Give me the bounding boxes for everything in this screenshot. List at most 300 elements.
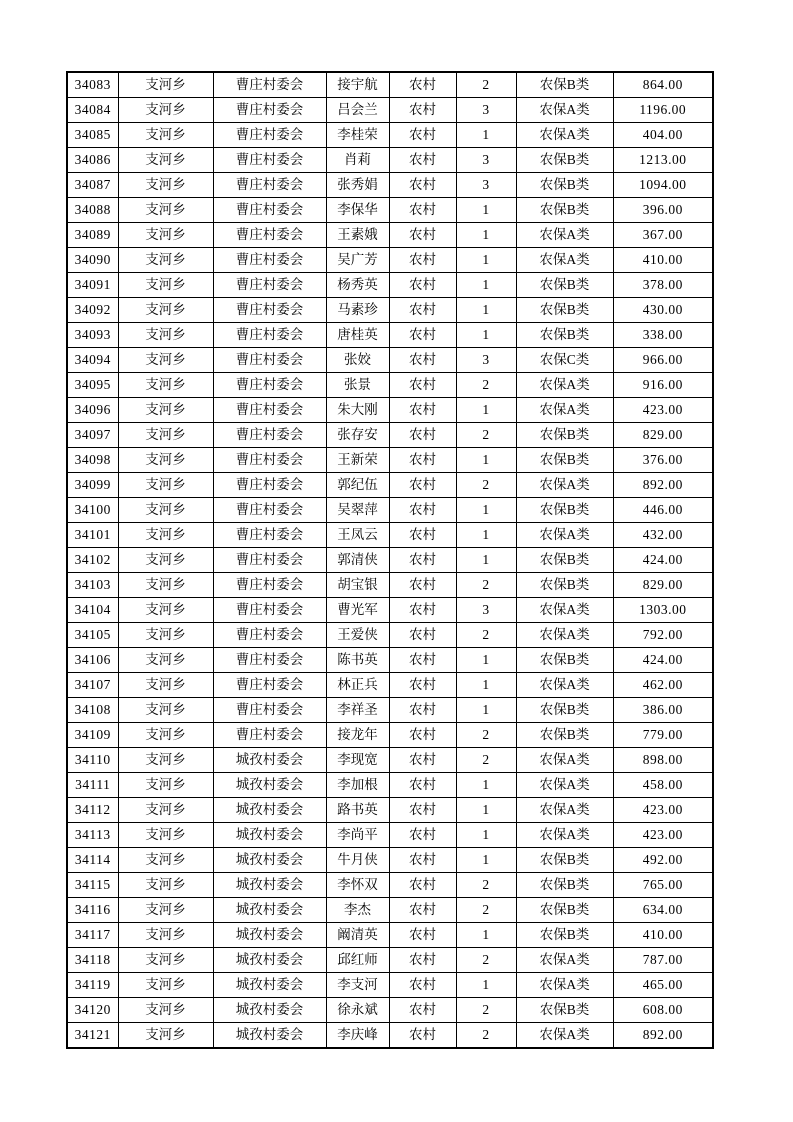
cell-amount: 386.00: [613, 698, 713, 723]
cell-person-count: 1: [456, 973, 516, 998]
cell-amount: 432.00: [613, 523, 713, 548]
cell-person-count: 2: [456, 423, 516, 448]
table-row: [67, 598, 713, 623]
cell-residence-type: 农村: [389, 123, 456, 148]
cell-township: 支河乡: [118, 323, 213, 348]
cell-residence-type: 农村: [389, 848, 456, 873]
cell-person-name: 路书英: [326, 798, 389, 823]
cell-residence-type: 农村: [389, 423, 456, 448]
cell-village-committee: 曹庄村委会: [213, 573, 326, 598]
cell-township: 支河乡: [118, 898, 213, 923]
cell-village-committee: 曹庄村委会: [213, 98, 326, 123]
table-row: [67, 348, 713, 373]
cell-residence-type: 农村: [389, 248, 456, 273]
cell-insurance-category: 农保B类: [516, 323, 613, 348]
cell-insurance-category: 农保B类: [516, 448, 613, 473]
cell-insurance-category: 农保B类: [516, 573, 613, 598]
cell-insurance-category: 农保A类: [516, 673, 613, 698]
cell-insurance-category: 农保B类: [516, 898, 613, 923]
cell-person-count: 2: [456, 1023, 516, 1049]
cell-village-committee: 城孜村委会: [213, 848, 326, 873]
cell-person-count: 2: [456, 898, 516, 923]
cell-person-count: 1: [456, 548, 516, 573]
cell-village-committee: 城孜村委会: [213, 898, 326, 923]
cell-amount: 423.00: [613, 398, 713, 423]
table-row: [67, 748, 713, 773]
cell-residence-type: 农村: [389, 72, 456, 98]
cell-residence-type: 农村: [389, 748, 456, 773]
cell-amount: 829.00: [613, 573, 713, 598]
cell-village-committee: 城孜村委会: [213, 948, 326, 973]
cell-person-count: 1: [456, 498, 516, 523]
table-row: [67, 773, 713, 798]
cell-township: 支河乡: [118, 148, 213, 173]
cell-person-name: 张秀娟: [326, 173, 389, 198]
table-row: [67, 323, 713, 348]
cell-person-count: 1: [456, 773, 516, 798]
cell-village-committee: 曹庄村委会: [213, 723, 326, 748]
cell-residence-type: 农村: [389, 598, 456, 623]
cell-serial-number: 34090: [67, 248, 118, 273]
cell-insurance-category: 农保A类: [516, 798, 613, 823]
cell-person-count: 1: [456, 823, 516, 848]
cell-serial-number: 34088: [67, 198, 118, 223]
cell-residence-type: 农村: [389, 823, 456, 848]
table-row: [67, 698, 713, 723]
cell-village-committee: 曹庄村委会: [213, 448, 326, 473]
cell-person-count: 2: [456, 723, 516, 748]
cell-village-committee: 曹庄村委会: [213, 398, 326, 423]
cell-serial-number: 34119: [67, 973, 118, 998]
cell-insurance-category: 农保A类: [516, 948, 613, 973]
cell-insurance-category: 农保B类: [516, 873, 613, 898]
cell-person-name: 李支河: [326, 973, 389, 998]
cell-insurance-category: 农保B类: [516, 173, 613, 198]
cell-serial-number: 34105: [67, 623, 118, 648]
cell-serial-number: 34087: [67, 173, 118, 198]
cell-amount: 829.00: [613, 423, 713, 448]
cell-village-committee: 城孜村委会: [213, 973, 326, 998]
cell-township: 支河乡: [118, 1023, 213, 1049]
table-row: [67, 673, 713, 698]
cell-village-committee: 曹庄村委会: [213, 198, 326, 223]
cell-serial-number: 34091: [67, 273, 118, 298]
cell-serial-number: 34086: [67, 148, 118, 173]
cell-township: 支河乡: [118, 98, 213, 123]
table-row: [67, 723, 713, 748]
cell-amount: 376.00: [613, 448, 713, 473]
cell-insurance-category: 农保A类: [516, 748, 613, 773]
cell-township: 支河乡: [118, 848, 213, 873]
cell-township: 支河乡: [118, 798, 213, 823]
cell-insurance-category: 农保A类: [516, 373, 613, 398]
cell-township: 支河乡: [118, 548, 213, 573]
table-row: [67, 873, 713, 898]
cell-residence-type: 农村: [389, 723, 456, 748]
cell-person-count: 2: [456, 948, 516, 973]
cell-person-name: 李尚平: [326, 823, 389, 848]
cell-person-count: 1: [456, 848, 516, 873]
cell-serial-number: 34111: [67, 773, 118, 798]
cell-village-committee: 曹庄村委会: [213, 648, 326, 673]
cell-person-count: 1: [456, 323, 516, 348]
cell-residence-type: 农村: [389, 548, 456, 573]
cell-residence-type: 农村: [389, 673, 456, 698]
table-row: [67, 123, 713, 148]
cell-residence-type: 农村: [389, 198, 456, 223]
cell-serial-number: 34104: [67, 598, 118, 623]
cell-person-name: 朱大刚: [326, 398, 389, 423]
cell-insurance-category: 农保A类: [516, 823, 613, 848]
cell-person-count: 1: [456, 248, 516, 273]
cell-township: 支河乡: [118, 948, 213, 973]
cell-insurance-category: 农保B类: [516, 698, 613, 723]
cell-amount: 1094.00: [613, 173, 713, 198]
cell-township: 支河乡: [118, 973, 213, 998]
cell-person-name: 李加根: [326, 773, 389, 798]
cell-amount: 462.00: [613, 673, 713, 698]
cell-insurance-category: 农保B类: [516, 72, 613, 98]
cell-serial-number: 34115: [67, 873, 118, 898]
cell-amount: 430.00: [613, 298, 713, 323]
cell-serial-number: 34085: [67, 123, 118, 148]
cell-residence-type: 农村: [389, 623, 456, 648]
cell-person-count: 1: [456, 698, 516, 723]
cell-serial-number: 34107: [67, 673, 118, 698]
cell-township: 支河乡: [118, 773, 213, 798]
cell-insurance-category: 农保B类: [516, 998, 613, 1023]
cell-person-name: 李怀双: [326, 873, 389, 898]
cell-village-committee: 曹庄村委会: [213, 223, 326, 248]
cell-serial-number: 34093: [67, 323, 118, 348]
cell-serial-number: 34100: [67, 498, 118, 523]
cell-insurance-category: 农保A类: [516, 98, 613, 123]
cell-person-name: 马素珍: [326, 298, 389, 323]
cell-serial-number: 34099: [67, 473, 118, 498]
cell-person-count: 2: [456, 998, 516, 1023]
cell-village-committee: 曹庄村委会: [213, 423, 326, 448]
cell-village-committee: 曹庄村委会: [213, 523, 326, 548]
cell-insurance-category: 农保B类: [516, 848, 613, 873]
cell-township: 支河乡: [118, 373, 213, 398]
cell-insurance-category: 农保A类: [516, 1023, 613, 1049]
cell-serial-number: 34083: [67, 72, 118, 98]
cell-village-committee: 曹庄村委会: [213, 623, 326, 648]
cell-village-committee: 曹庄村委会: [213, 148, 326, 173]
cell-village-committee: 城孜村委会: [213, 748, 326, 773]
cell-person-name: 徐永斌: [326, 998, 389, 1023]
cell-person-name: 接宇航: [326, 72, 389, 98]
cell-serial-number: 34120: [67, 998, 118, 1023]
cell-amount: 338.00: [613, 323, 713, 348]
cell-insurance-category: 农保C类: [516, 348, 613, 373]
cell-insurance-category: 农保B类: [516, 273, 613, 298]
cell-person-name: 牛月侠: [326, 848, 389, 873]
cell-person-name: 邱红师: [326, 948, 389, 973]
cell-township: 支河乡: [118, 623, 213, 648]
table-row: [67, 973, 713, 998]
cell-residence-type: 农村: [389, 648, 456, 673]
cell-insurance-category: 农保A类: [516, 123, 613, 148]
table-row: [67, 498, 713, 523]
table-row: [67, 548, 713, 573]
cell-insurance-category: 农保A类: [516, 623, 613, 648]
cell-amount: 608.00: [613, 998, 713, 1023]
cell-person-count: 1: [456, 123, 516, 148]
table-row: [67, 948, 713, 973]
cell-village-committee: 城孜村委会: [213, 798, 326, 823]
cell-person-name: 李祥圣: [326, 698, 389, 723]
table-row: [67, 98, 713, 123]
cell-village-committee: 曹庄村委会: [213, 323, 326, 348]
cell-township: 支河乡: [118, 723, 213, 748]
cell-township: 支河乡: [118, 348, 213, 373]
cell-residence-type: 农村: [389, 273, 456, 298]
table-row: [67, 423, 713, 448]
cell-amount: 787.00: [613, 948, 713, 973]
table-row: [67, 823, 713, 848]
cell-township: 支河乡: [118, 698, 213, 723]
cell-amount: 410.00: [613, 248, 713, 273]
cell-serial-number: 34108: [67, 698, 118, 723]
cell-person-count: 3: [456, 173, 516, 198]
cell-village-committee: 曹庄村委会: [213, 373, 326, 398]
cell-residence-type: 农村: [389, 573, 456, 598]
cell-person-count: 2: [456, 573, 516, 598]
cell-person-name: 王凤云: [326, 523, 389, 548]
cell-person-count: 3: [456, 598, 516, 623]
table-row: [67, 148, 713, 173]
cell-person-name: 王素娥: [326, 223, 389, 248]
cell-person-name: 郭清侠: [326, 548, 389, 573]
cell-amount: 1196.00: [613, 98, 713, 123]
cell-township: 支河乡: [118, 523, 213, 548]
cell-serial-number: 34089: [67, 223, 118, 248]
cell-amount: 423.00: [613, 798, 713, 823]
cell-amount: 1213.00: [613, 148, 713, 173]
table-row: [67, 623, 713, 648]
cell-township: 支河乡: [118, 173, 213, 198]
table-row: [67, 273, 713, 298]
cell-person-count: 1: [456, 223, 516, 248]
cell-person-count: 1: [456, 648, 516, 673]
cell-residence-type: 农村: [389, 173, 456, 198]
table-row: [67, 198, 713, 223]
cell-township: 支河乡: [118, 648, 213, 673]
cell-insurance-category: 农保A类: [516, 598, 613, 623]
cell-person-name: 唐桂英: [326, 323, 389, 348]
cell-insurance-category: 农保B类: [516, 548, 613, 573]
table-row: [67, 898, 713, 923]
cell-village-committee: 城孜村委会: [213, 998, 326, 1023]
cell-serial-number: 34106: [67, 648, 118, 673]
cell-amount: 424.00: [613, 648, 713, 673]
cell-serial-number: 34112: [67, 798, 118, 823]
table-body: [67, 72, 713, 1048]
cell-person-count: 1: [456, 398, 516, 423]
cell-person-count: 2: [456, 473, 516, 498]
cell-serial-number: 34109: [67, 723, 118, 748]
cell-serial-number: 34097: [67, 423, 118, 448]
cell-insurance-category: 农保A类: [516, 523, 613, 548]
cell-amount: 892.00: [613, 1023, 713, 1049]
cell-person-count: 2: [456, 748, 516, 773]
table-row: [67, 998, 713, 1023]
cell-village-committee: 曹庄村委会: [213, 72, 326, 98]
cell-insurance-category: 农保B类: [516, 148, 613, 173]
cell-amount: 423.00: [613, 823, 713, 848]
insurance-roster-table: [66, 71, 714, 1049]
cell-township: 支河乡: [118, 748, 213, 773]
cell-person-name: 吴翠萍: [326, 498, 389, 523]
cell-person-name: 张姣: [326, 348, 389, 373]
cell-township: 支河乡: [118, 123, 213, 148]
cell-residence-type: 农村: [389, 873, 456, 898]
table-row: [67, 173, 713, 198]
cell-person-name: 李现宽: [326, 748, 389, 773]
cell-serial-number: 34103: [67, 573, 118, 598]
cell-insurance-category: 农保B类: [516, 723, 613, 748]
cell-person-name: 李杰: [326, 898, 389, 923]
cell-serial-number: 34110: [67, 748, 118, 773]
cell-person-count: 3: [456, 98, 516, 123]
table-row: [67, 648, 713, 673]
cell-residence-type: 农村: [389, 498, 456, 523]
cell-township: 支河乡: [118, 598, 213, 623]
cell-serial-number: 34102: [67, 548, 118, 573]
table-row: [67, 398, 713, 423]
table-row: [67, 223, 713, 248]
cell-residence-type: 农村: [389, 223, 456, 248]
cell-residence-type: 农村: [389, 1023, 456, 1049]
cell-residence-type: 农村: [389, 998, 456, 1023]
cell-village-committee: 曹庄村委会: [213, 698, 326, 723]
cell-serial-number: 34101: [67, 523, 118, 548]
cell-person-count: 3: [456, 148, 516, 173]
cell-residence-type: 农村: [389, 948, 456, 973]
cell-person-name: 曹光军: [326, 598, 389, 623]
cell-amount: 410.00: [613, 923, 713, 948]
table-row: [67, 298, 713, 323]
cell-person-count: 2: [456, 373, 516, 398]
cell-amount: 404.00: [613, 123, 713, 148]
table-row: [67, 523, 713, 548]
cell-person-name: 吴广芳: [326, 248, 389, 273]
cell-residence-type: 农村: [389, 473, 456, 498]
cell-amount: 792.00: [613, 623, 713, 648]
cell-amount: 892.00: [613, 473, 713, 498]
cell-insurance-category: 农保B类: [516, 648, 613, 673]
cell-village-committee: 城孜村委会: [213, 823, 326, 848]
cell-person-count: 1: [456, 273, 516, 298]
cell-residence-type: 农村: [389, 148, 456, 173]
cell-person-name: 陈书英: [326, 648, 389, 673]
cell-residence-type: 农村: [389, 798, 456, 823]
cell-amount: 634.00: [613, 898, 713, 923]
cell-township: 支河乡: [118, 473, 213, 498]
cell-amount: 765.00: [613, 873, 713, 898]
cell-township: 支河乡: [118, 498, 213, 523]
cell-serial-number: 34098: [67, 448, 118, 473]
cell-township: 支河乡: [118, 423, 213, 448]
cell-village-committee: 曹庄村委会: [213, 598, 326, 623]
cell-person-count: 2: [456, 623, 516, 648]
cell-person-name: 李桂荣: [326, 123, 389, 148]
cell-township: 支河乡: [118, 198, 213, 223]
cell-insurance-category: 农保B类: [516, 923, 613, 948]
cell-township: 支河乡: [118, 823, 213, 848]
cell-serial-number: 34095: [67, 373, 118, 398]
cell-residence-type: 农村: [389, 323, 456, 348]
cell-insurance-category: 农保B类: [516, 498, 613, 523]
cell-amount: 458.00: [613, 773, 713, 798]
cell-serial-number: 34117: [67, 923, 118, 948]
cell-person-count: 1: [456, 448, 516, 473]
table-row: [67, 1023, 713, 1049]
cell-serial-number: 34118: [67, 948, 118, 973]
cell-amount: 898.00: [613, 748, 713, 773]
cell-township: 支河乡: [118, 573, 213, 598]
cell-person-name: 阚清英: [326, 923, 389, 948]
cell-amount: 465.00: [613, 973, 713, 998]
cell-residence-type: 农村: [389, 98, 456, 123]
cell-village-committee: 曹庄村委会: [213, 348, 326, 373]
cell-amount: 378.00: [613, 273, 713, 298]
cell-village-committee: 曹庄村委会: [213, 248, 326, 273]
cell-person-name: 李保华: [326, 198, 389, 223]
cell-person-name: 林正兵: [326, 673, 389, 698]
cell-township: 支河乡: [118, 998, 213, 1023]
cell-amount: 1303.00: [613, 598, 713, 623]
cell-residence-type: 农村: [389, 298, 456, 323]
cell-village-committee: 城孜村委会: [213, 923, 326, 948]
cell-serial-number: 34094: [67, 348, 118, 373]
cell-serial-number: 34084: [67, 98, 118, 123]
cell-village-committee: 曹庄村委会: [213, 173, 326, 198]
cell-insurance-category: 农保A类: [516, 398, 613, 423]
cell-person-name: 吕会兰: [326, 98, 389, 123]
cell-person-name: 张景: [326, 373, 389, 398]
cell-residence-type: 农村: [389, 898, 456, 923]
cell-residence-type: 农村: [389, 373, 456, 398]
cell-village-committee: 曹庄村委会: [213, 473, 326, 498]
cell-person-count: 2: [456, 72, 516, 98]
table-row: [67, 798, 713, 823]
cell-insurance-category: 农保A类: [516, 973, 613, 998]
cell-village-committee: 曹庄村委会: [213, 673, 326, 698]
cell-person-name: 王新荣: [326, 448, 389, 473]
cell-residence-type: 农村: [389, 973, 456, 998]
cell-amount: 916.00: [613, 373, 713, 398]
cell-person-count: 1: [456, 298, 516, 323]
cell-township: 支河乡: [118, 448, 213, 473]
cell-village-committee: 曹庄村委会: [213, 123, 326, 148]
cell-village-committee: 城孜村委会: [213, 873, 326, 898]
cell-amount: 446.00: [613, 498, 713, 523]
cell-serial-number: 34114: [67, 848, 118, 873]
cell-insurance-category: 农保A类: [516, 223, 613, 248]
cell-person-name: 胡宝银: [326, 573, 389, 598]
cell-amount: 396.00: [613, 198, 713, 223]
cell-township: 支河乡: [118, 923, 213, 948]
cell-village-committee: 曹庄村委会: [213, 498, 326, 523]
cell-person-name: 郭纪伍: [326, 473, 389, 498]
cell-village-committee: 曹庄村委会: [213, 548, 326, 573]
cell-amount: 367.00: [613, 223, 713, 248]
table-row: [67, 573, 713, 598]
cell-serial-number: 34121: [67, 1023, 118, 1049]
cell-amount: 864.00: [613, 72, 713, 98]
